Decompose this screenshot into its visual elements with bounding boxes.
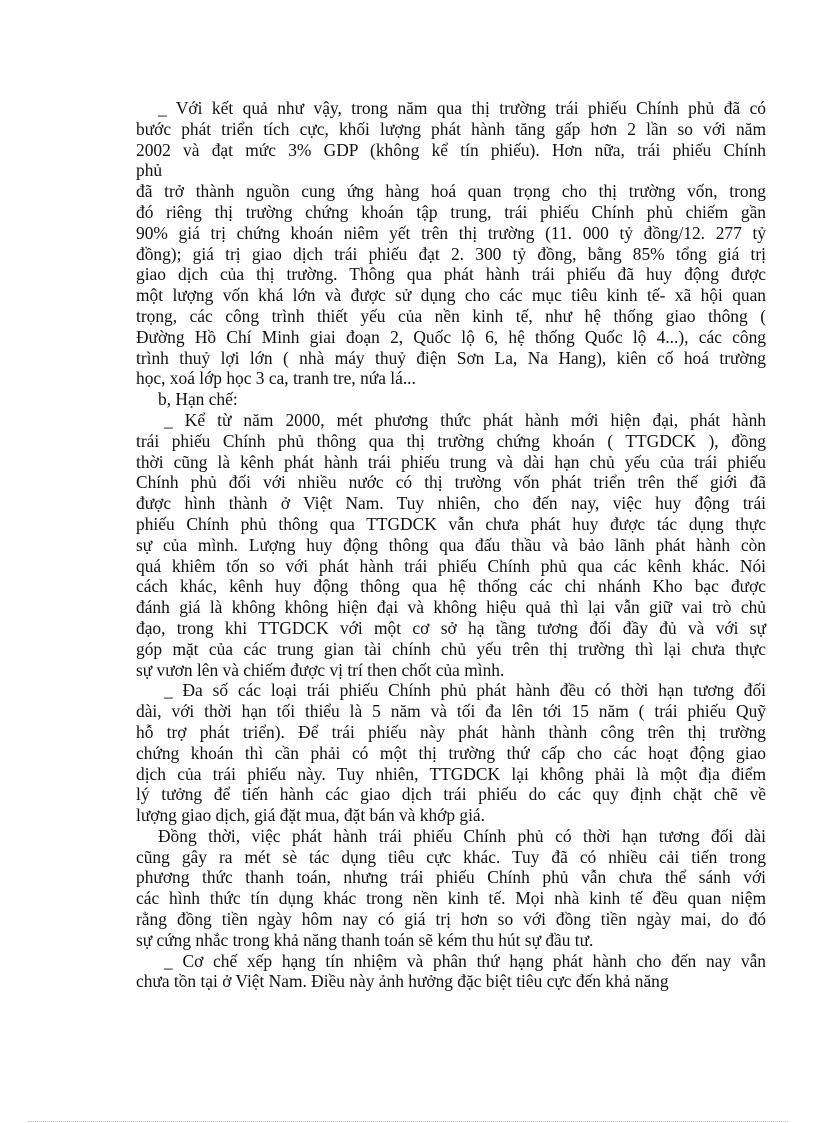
text-line: cách khác, kênh huy động thông qua hệ thống các chi nhánh Kho bạc được xyxy=(136,576,766,597)
text-line: quá khiêm tốn so với phát hành trái phiếu Chính phủ qua các kênh khác. Nói xyxy=(136,555,766,576)
text-line: phủ xyxy=(136,160,163,181)
text-line: Đường Hồ Chí Minh giai đoạn 2, Quốc lộ 6, hệ thống Quốc lộ 4...), các công xyxy=(136,326,766,347)
page-bottom-divider xyxy=(28,1121,788,1122)
text-line: sự cứng nhắc trong khả năng thanh toán sẽ kém thu hút sự đầu tư. xyxy=(136,929,594,950)
text-line: Đồng thời, việc phát hành trái phiếu Chính phủ có thời hạn tương đối dài xyxy=(158,825,766,846)
text-line: đánh giá là không không hiện đại và không hiệu quả thì lại vẫn giữ vai trò chủ xyxy=(136,597,766,618)
text-line: giao dịch của thị trường. Thông qua phát hành trái phiếu đã huy động được xyxy=(136,264,766,285)
text-line: dài, với thời hạn tối thiểu là 5 năm và tối đa lên tới 15 năm ( trái phiếu Quỹ xyxy=(136,701,766,722)
text-line: trọng, các công trình thiết yếu của nền kinh tế, như hệ thống giao thông ( xyxy=(136,305,766,326)
text-line: 90% giá trị chứng khoán niêm yết trên thị trường (11. 000 tỷ đồng/12. 277 tỷ xyxy=(136,222,766,243)
text-line: sự của mình. Lượng huy động thông qua đấu thầu và bảo lãnh phát hành còn xyxy=(136,534,766,555)
text-line: _ Với kết quả như vậy, trong năm qua thị trường trái phiếu Chính phủ đã có xyxy=(158,98,766,118)
document-body xyxy=(136,98,766,992)
text-line: _ Kể từ năm 2000, mét phương thức phát hành mới hiện đại, phát hành xyxy=(164,409,766,430)
paragraph xyxy=(136,410,766,680)
text-line: đồng); giá trị giao dịch trái phiếu đạt 2. 300 tỷ đồng, bằng 85% tổng giá trị xyxy=(136,243,766,264)
text-line: góp mặt của các trung gian tài chính chủ yếu trên thị trường thì lại chưa thực xyxy=(136,638,766,659)
text-line: _ Cơ chế xếp hạng tín nhiệm và phân thứ hạng phát hành cho đến nay vẫn xyxy=(164,950,766,971)
paragraph xyxy=(136,181,766,389)
paragraph xyxy=(136,680,766,826)
text-line: lượng giao dịch, giá đặt mua, đặt bán và khớp giá. xyxy=(136,805,485,826)
text-line: đó riêng thị trường chứng khoán tập trung, trái phiếu Chính phủ chiếm gần xyxy=(136,201,766,222)
text-line: cũng gây ra mét sè tác dụng tiêu cực khác. Tuy đã có nhiều cải tiến trong xyxy=(136,846,766,867)
paragraph xyxy=(136,951,766,993)
text-line: b, Hạn chế: xyxy=(158,389,238,410)
text-line: Chính phủ đối với nhiều nước có thị trường vốn phát triển trên thế giới đã xyxy=(136,472,766,493)
text-line: _ Đa số các loại trái phiếu Chính phủ phát hành đều có thời hạn tương đối xyxy=(164,680,766,701)
text-line: bước phát triển tích cực, khối lượng phát hành tăng gấp hơn 2 lần so với năm xyxy=(136,118,766,139)
text-line: chứng khoán thì cần phải có một thị trường thứ cấp cho các hoạt động giao xyxy=(136,742,766,763)
text-line: trái phiếu Chính phủ thông qua thị trường chứng khoán ( TTGDCK ), đồng xyxy=(136,430,766,451)
text-line: sự vươn lên và chiếm được vị trí then chốt của mình. xyxy=(136,659,505,680)
paragraph xyxy=(136,98,766,181)
text-line: đã trở thành nguồn cung ứng hàng hoá quan trọng cho thị trường vốn, trong xyxy=(136,181,766,202)
text-line: dịch của trái phiếu này. Tuy nhiên, TTGDCK lại không phải là một địa điểm xyxy=(136,763,766,784)
text-line: lý tưởng để tiến hành các giao dịch trái phiếu do các quy định chặt chẽ về xyxy=(136,784,766,805)
text-line: phiếu Chính phủ thông qua TTGDCK vẫn chưa phát huy được tác dụng thực xyxy=(136,513,766,534)
text-line: chưa tồn tại ở Việt Nam. Điều này ảnh hưởng đặc biệt tiêu cực đến khả năng xyxy=(136,971,669,992)
text-line: được hình thành ở Việt Nam. Tuy nhiên, cho đến nay, việc huy động trái xyxy=(136,493,766,514)
text-line: rằng đồng tiền ngày hôm nay có giá trị hơn so với đồng tiền ngày mai, do đó xyxy=(136,909,766,930)
text-line: hỗ trợ phát triển). Để trái phiếu này phát hành thành công trên thị trường xyxy=(136,721,766,742)
text-line: học, xoá lớp học 3 ca, tranh tre, nứa lá... xyxy=(136,368,416,389)
text-line: thời cũng là kênh phát hành trái phiếu trung và dài hạn chủ yếu của trái phiếu xyxy=(136,451,766,472)
text-line: một lượng vốn khá lớn và được sử dụng cho các mục tiêu kinh tế- xã hội quan xyxy=(136,285,766,306)
paragraph xyxy=(136,826,766,951)
text-line: 2002 và đạt mức 3% GDP (không kể tín phiếu). Hơn nữa, trái phiếu Chính xyxy=(136,139,766,160)
text-line: đạo, trong khi TTGDCK với một cơ sở hạ tầng tương đối đầy đủ và với sự xyxy=(136,617,766,638)
text-line: phương thức thanh toán, nhưng trái phiếu Chính phủ vẫn chưa thể sánh với xyxy=(136,867,766,888)
text-line: trình thuỷ lợi lớn ( nhà máy thuỷ điện Sơn La, Na Hang), kiên cố hoá trường xyxy=(136,347,766,368)
text-line: các hình thức tín dụng khác trong nền kinh tế. Mọi nhà kinh tế đều quan niệm xyxy=(136,888,766,909)
paragraph xyxy=(136,389,766,410)
